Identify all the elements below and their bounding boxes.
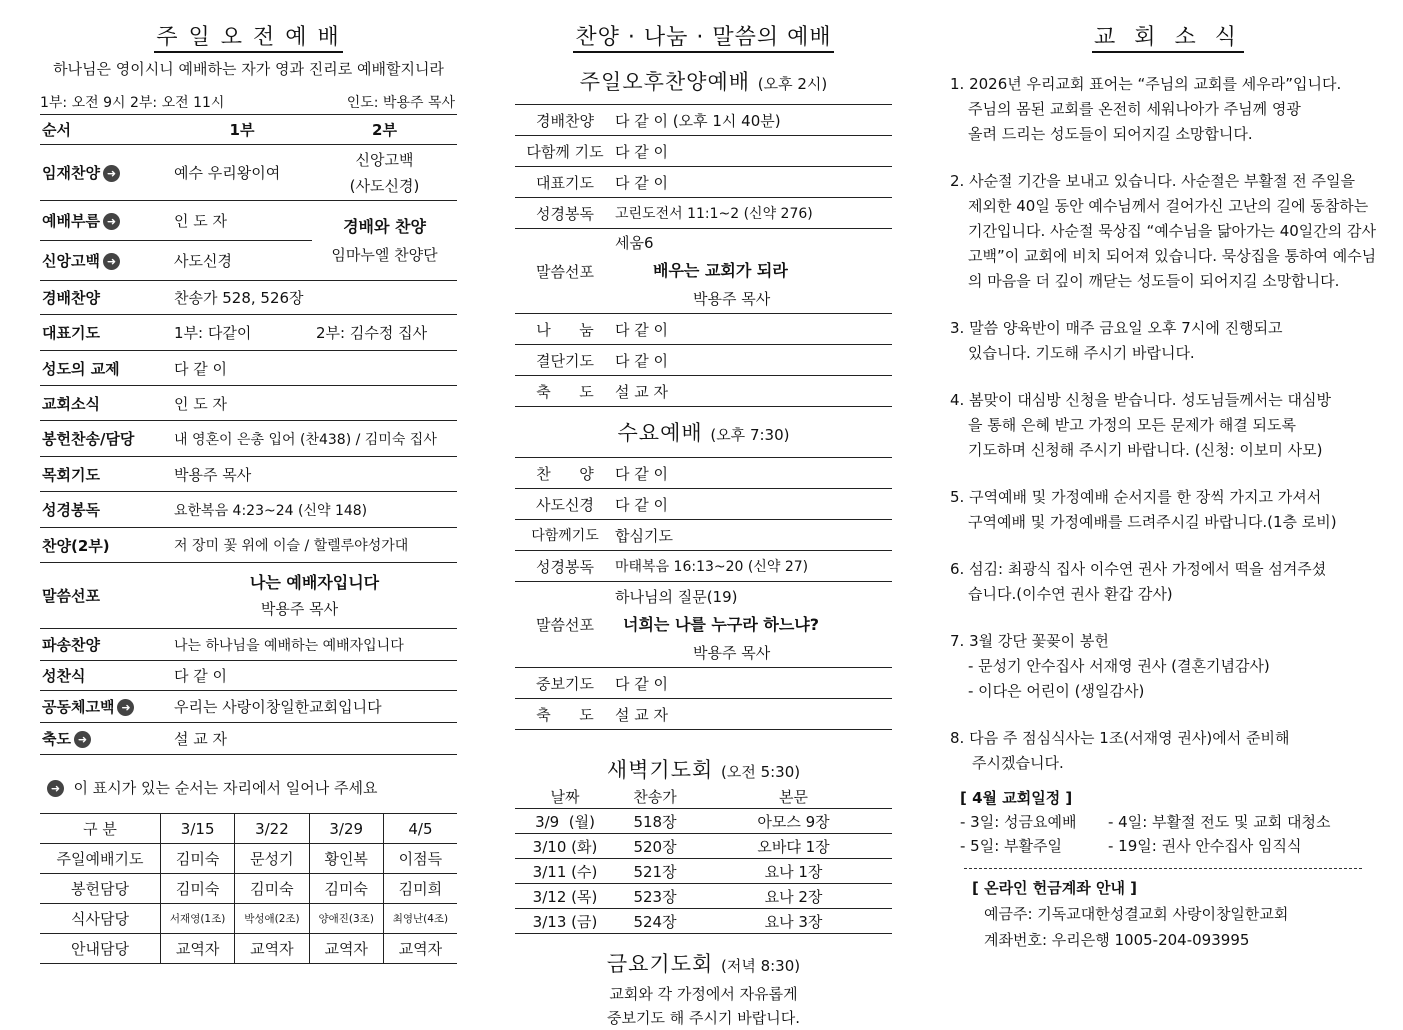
friday-prayer-note: 교회와 각 가정에서 자유롭게 중보기도 해 주시기 바랍니다.: [607, 985, 800, 1027]
table-row: 말씀선포 세움6 배우는 교회가 되라 박용주 목사: [515, 229, 892, 314]
table-row: 파송찬양 나는 하나님을 예배하는 예배자입니다: [40, 629, 457, 661]
table-row: 예배부름 ➜ 인 도 자 경배와 찬양 임마누엘 찬양단: [40, 201, 457, 241]
column-title: 주 일 오 전 예 배: [40, 20, 457, 50]
table-row: 축 도 설 교 자: [515, 699, 892, 730]
table-row: 교회소식 인 도 자: [40, 386, 457, 421]
stand-up-icon: ➜: [103, 165, 120, 182]
friday-prayer-title: 금요기도회 (저녁 8:30): [606, 952, 801, 976]
table-row: 봉헌담당 김미숙 김미숙 김미숙 김미희: [40, 874, 457, 904]
dawn-prayer-title: 새벽기도회 (오전 5:30): [606, 758, 801, 782]
table-row: 사도신경 다 같 이: [515, 489, 892, 520]
table-row: 3/13 (금) 524장 요나 3장: [515, 909, 892, 934]
list-item: 8. 다음 주 점심식사는 1조(서재영 권사)에서 준비해 주시겠습니다.: [950, 729, 1290, 772]
list-item: 4. 봄맞이 대심방 신청을 받습니다. 성도님들께서는 대심방 을 통해 은혜 받고 가정의 모든 문제가 해결 되도록 기도하며 신청해 주시기 바랍니다. (신청: 이보미 사모): [950, 391, 1331, 459]
afternoon-service-table: [515, 104, 892, 407]
duty-roster-table: [40, 813, 457, 964]
afternoon-service-title: 주일오후찬양예배 (오후 2시): [579, 70, 828, 94]
table-row: 다함께기도 합심기도: [515, 520, 892, 551]
table-row: 안내담당 교역자 교역자 교역자 교역자: [40, 934, 457, 964]
april-schedule: [ 4월 교회일정 ] - 3일: 성금요예배 - 4일: 부활절 전도 및 교회 대청소 - 5일: 부활주일 - 19일: 권사 안수집사 임직식: [960, 789, 1331, 855]
list-item: 7. 3월 강단 꽃꽂이 봉헌 - 문성기 안수집사 서재영 권사 (결혼기념감사) - 이다은 어린이 (생일감사): [950, 632, 1270, 700]
sunday-morning-column: [40, 0, 457, 964]
stand-up-icon: ➜: [74, 731, 91, 748]
service-times: 1부: 오전 9시 2부: 오전 11시 인도: 박용주 목사: [40, 95, 455, 111]
online-offering-account: [ 온라인 헌금계좌 안내 ] 예금주: 기독교대한성결교회 사랑이창일한교회 계좌번호: 우리은행 1005-204-093995: [972, 879, 1289, 949]
table-header-row: 날짜 찬송가 본문: [515, 784, 892, 809]
column-title: 찬양 · 나눔 · 말씀의 예배: [515, 20, 892, 50]
table-row: 3/10 (화) 520장 오바댜 1장: [515, 834, 892, 859]
stand-up-icon: ➜: [103, 253, 120, 270]
table-row: 3/9 (월) 518장 아모스 9장: [515, 809, 892, 834]
table-row: 봉헌찬송/담당 내 영혼이 은총 입어 (찬438) / 김미숙 집사: [40, 421, 457, 457]
table-row: 찬양(2부) 저 장미 꽃 위에 이슬 / 할렐루야성가대: [40, 528, 457, 563]
table-row: 중보기도 다 같 이: [515, 668, 892, 699]
table-row: 경배찬양 다 같 이 (오후 1시 40분): [515, 105, 892, 136]
church-news-column: [948, 0, 1388, 953]
table-row: 다함께 기도 다 같 이: [515, 136, 892, 167]
praise-column: [515, 0, 892, 1030]
stand-up-icon: ➜: [103, 213, 120, 230]
table-row: 결단기도 다 같 이: [515, 345, 892, 376]
motto: 하나님은 영이시니 예배하는 자가 영과 진리로 예배할지니라: [53, 60, 444, 78]
column-title: 교 회 소 식: [948, 20, 1388, 50]
table-row: 식사담당 서재영(1조) 박성애(2조) 양애진(3조) 최영난(4조): [40, 904, 457, 934]
table-row: 성경봉독 마태복음 16:13~20 (신약 27): [515, 551, 892, 582]
table-row: 임재찬양 ➜ 예수 우리왕이여 신앙고백 (사도신경): [40, 145, 457, 201]
wednesday-service-table: [515, 457, 892, 730]
table-row: 나 눔 다 같 이: [515, 314, 892, 345]
order-of-worship-table: [40, 114, 457, 755]
table-row: 신앙고백 ➜ 사도신경: [40, 241, 457, 281]
table-row: 성도의 교제 다 같 이: [40, 351, 457, 386]
table-row: 3/11 (수) 521장 요나 1장: [515, 859, 892, 884]
list-item: 3. 말씀 양육반이 매주 금요일 오후 7시에 진행되고 있습니다. 기도해 주시기 바랍니다.: [950, 319, 1283, 362]
stand-note: ➜ 이 표시가 있는 순서는 자리에서 일어나 주세요: [40, 777, 457, 805]
list-item: 1. 2026년 우리교회 표어는 “주님의 교회를 세우라”입니다. 주님의 몸된 교회를 온전히 세워나아가 주님께 영광 올려 드리는 성도들이 되어지길 소망합니다.: [950, 75, 1342, 143]
news-list: [948, 72, 1388, 776]
table-row: 찬 양 다 같 이: [515, 458, 892, 489]
table-row: 축 도 설 교 자: [515, 376, 892, 407]
table-row: 경배찬양 찬송가 528, 526장: [40, 281, 457, 315]
wednesday-service-title: 수요예배 (오후 7:30): [617, 421, 790, 445]
table-row: 말씀선포 나는 예배자입니다 박용주 목사: [40, 563, 457, 629]
list-item: 5. 구역예배 및 가정예배 순서지를 한 장씩 가지고 가셔서 구역예배 및 가정예배를 드려주시길 바랍니다.(1층 로비): [950, 488, 1337, 531]
table-row: 공동체고백 ➜ 우리는 사랑이창일한교회입니다: [40, 691, 457, 723]
table-row: 축도 ➜ 설 교 자: [40, 723, 457, 755]
table-row: 성찬식 다 같 이: [40, 661, 457, 691]
table-header-row: 구 분 3/15 3/22 3/29 4/5: [40, 814, 457, 844]
table-row: 말씀선포 하나님의 질문(19) 너희는 나를 누구라 하느냐? 박용주 목사: [515, 582, 892, 668]
table-row: 대표기도 다 같 이: [515, 167, 892, 198]
dawn-prayer-table: [515, 784, 892, 934]
table-header-row: 순서 1부 2부: [40, 115, 457, 145]
list-item: 6. 섬김: 최광식 집사 이수연 권사 가정에서 떡을 섬겨주셨 습니다.(이수연 권사 환갑 감사): [950, 560, 1327, 603]
table-row: 대표기도 1부: 다같이 2부: 김수정 집사: [40, 315, 457, 351]
divider: [964, 868, 1362, 869]
table-row: 목회기도 박용주 목사: [40, 457, 457, 492]
table-row: 성경봉독 요한복음 4:23~24 (신약 148): [40, 492, 457, 528]
table-row: 주일예배기도 김미숙 문성기 황인복 이점득: [40, 844, 457, 874]
table-row: 성경봉독 고린도전서 11:1~2 (신약 276): [515, 198, 892, 229]
stand-up-icon: ➜: [117, 699, 134, 716]
stand-up-icon: ➜: [47, 780, 64, 797]
table-row: 3/12 (목) 523장 요나 2장: [515, 884, 892, 909]
list-item: 2. 사순절 기간을 보내고 있습니다. 사순절은 부활절 전 주일을 제외한 40일 동안 예수님께서 걸어가신 고난의 길에 동참하는 기간입니다. 사순절 묵상집 “예수님을 닮아가는 40일간의 감사 고백”이 교회에 비치 되어져 있습니다. 묵상집을 통하여 예수님 의 마음을 더 깊이 깨닫는 성도들이 되어지길 소망합니다.: [950, 172, 1377, 290]
